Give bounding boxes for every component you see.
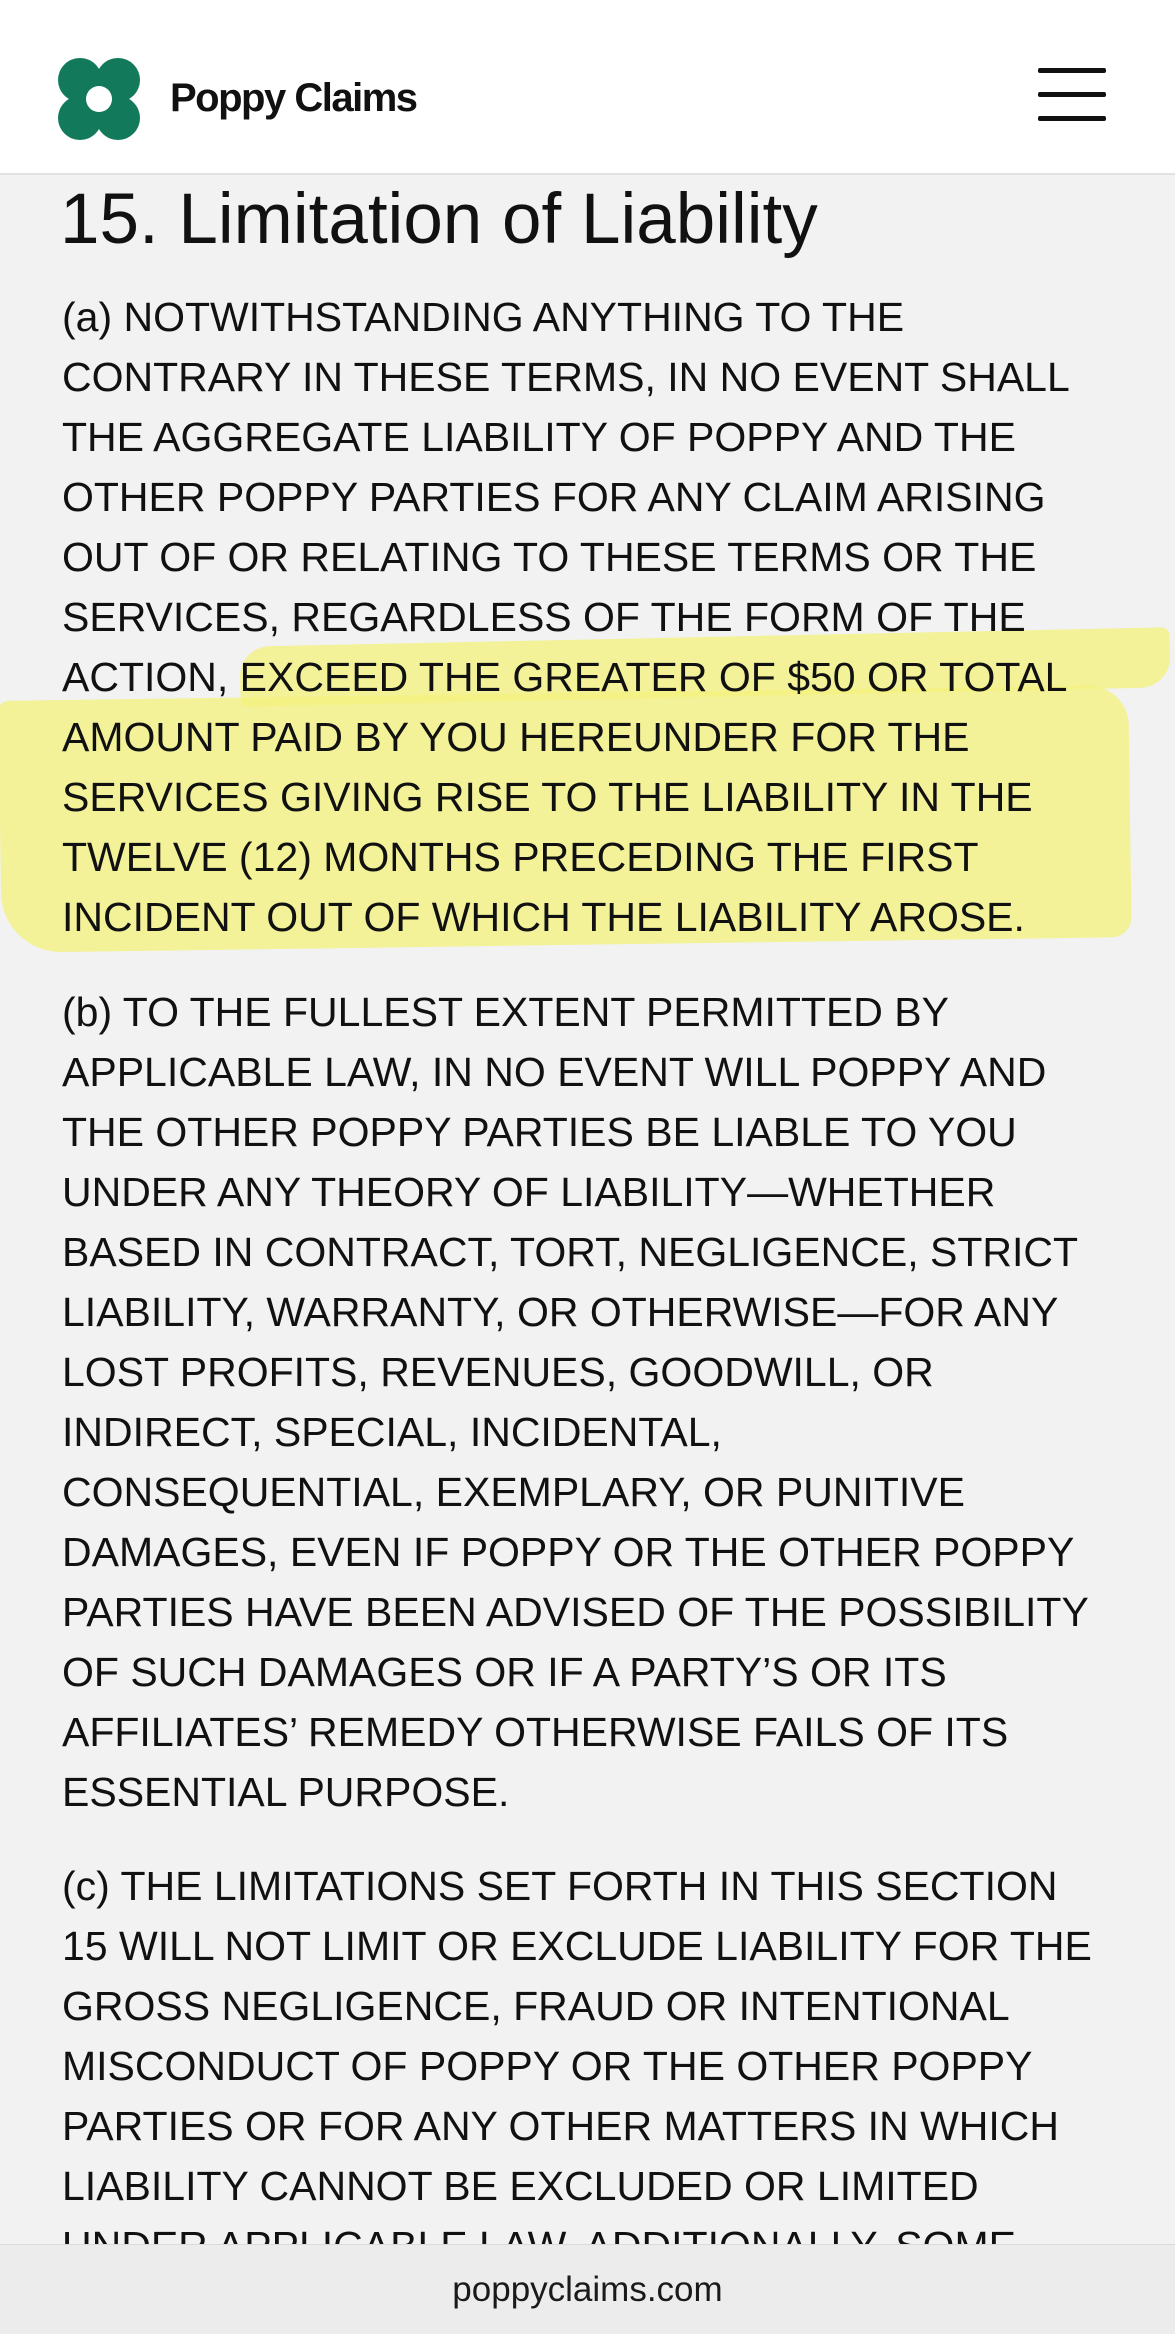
site-header (0, 0, 1175, 175)
clause-line: SERVICES GIVING RISE TO THE LIABILITY IN THE (62, 774, 1033, 820)
clause-line: UNDER ANY THEORY OF LIABILITY—WHETHER (62, 1169, 996, 1215)
clause-line: BASED IN CONTRACT, TORT, NEGLIGENCE, STRICT (62, 1229, 1079, 1275)
hamburger-menu-icon[interactable] (1032, 62, 1110, 128)
clause-line: PARTIES HAVE BEEN ADVISED OF THE POSSIBILITY (62, 1589, 1089, 1635)
terms-content (0, 175, 1175, 2244)
clause-a (62, 287, 1142, 947)
clause-line: DAMAGES, EVEN IF POPPY OR THE OTHER POPPY (62, 1529, 1075, 1575)
clause-b (62, 982, 1142, 1822)
clause-line: PARTIES OR FOR ANY OTHER MATTERS IN WHICH (62, 2103, 1059, 2149)
clause-line: CONTRARY IN THESE TERMS, IN NO EVENT SHALL (62, 354, 1070, 400)
clause-line: OF SUCH DAMAGES OR IF A PARTY’S OR ITS (62, 1649, 947, 1695)
clause-line: LIABILITY CANNOT BE EXCLUDED OR LIMITED (62, 2163, 979, 2209)
clause-line: APPLICABLE LAW, IN NO EVENT WILL POPPY AND (62, 1049, 1047, 1095)
clause-line: OTHER POPPY PARTIES FOR ANY CLAIM ARISING (62, 474, 1046, 520)
clause-line: (b) TO THE FULLEST EXTENT PERMITTED BY (62, 989, 950, 1035)
clause-line: CONSEQUENTIAL, EXEMPLARY, OR PUNITIVE (62, 1469, 966, 1515)
section-title: 15. Limitation of Liability (60, 180, 818, 259)
clause-line: OUT OF OR RELATING TO THESE TERMS OR THE (62, 534, 1037, 580)
clause-line: AMOUNT PAID BY YOU HEREUNDER FOR THE (62, 714, 970, 760)
clause-line: INCIDENT OUT OF WHICH THE LIABILITY AROSE. (62, 894, 1025, 940)
clause-line: LIABILITY, WARRANTY, OR OTHERWISE—FOR ANY (62, 1289, 1059, 1335)
brand-name[interactable]: Poppy Claims (170, 76, 417, 120)
clause-line: THE AGGREGATE LIABILITY OF POPPY AND THE (62, 414, 1016, 460)
clause-line: GROSS NEGLIGENCE, FRAUD OR INTENTIONAL (62, 1983, 1010, 2029)
clause-line: MISCONDUCT OF POPPY OR THE OTHER POPPY (62, 2043, 1033, 2089)
site-url[interactable]: poppyclaims.com (452, 2270, 723, 2309)
clause-line: INDIRECT, SPECIAL, INCIDENTAL, (62, 1409, 722, 1455)
clause-line: 15 WILL NOT LIMIT OR EXCLUDE LIABILITY FOR THE (62, 1923, 1092, 1969)
clause-line: (a) NOTWITHSTANDING ANYTHING TO THE (62, 294, 905, 340)
clause-line: (c) THE LIMITATIONS SET FORTH IN THIS SECTION (62, 1863, 1058, 1909)
clause-c (62, 1856, 1142, 2276)
clause-line: LOST PROFITS, REVENUES, GOODWILL, OR (62, 1349, 934, 1395)
poppy-flower-logo-icon[interactable] (58, 58, 140, 140)
clause-line: ACTION, EXCEED THE GREATER OF $50 OR TOTAL (62, 654, 1068, 700)
clause-line: SERVICES, REGARDLESS OF THE FORM OF THE (62, 594, 1026, 640)
clause-line: TWELVE (12) MONTHS PRECEDING THE FIRST (62, 834, 979, 880)
clause-line: ESSENTIAL PURPOSE. (62, 1769, 510, 1815)
url-bar[interactable] (0, 2244, 1175, 2334)
clause-line: THE OTHER POPPY PARTIES BE LIABLE TO YOU (62, 1109, 1017, 1155)
clause-line: AFFILIATES’ REMEDY OTHERWISE FAILS OF ITS (62, 1709, 1009, 1755)
